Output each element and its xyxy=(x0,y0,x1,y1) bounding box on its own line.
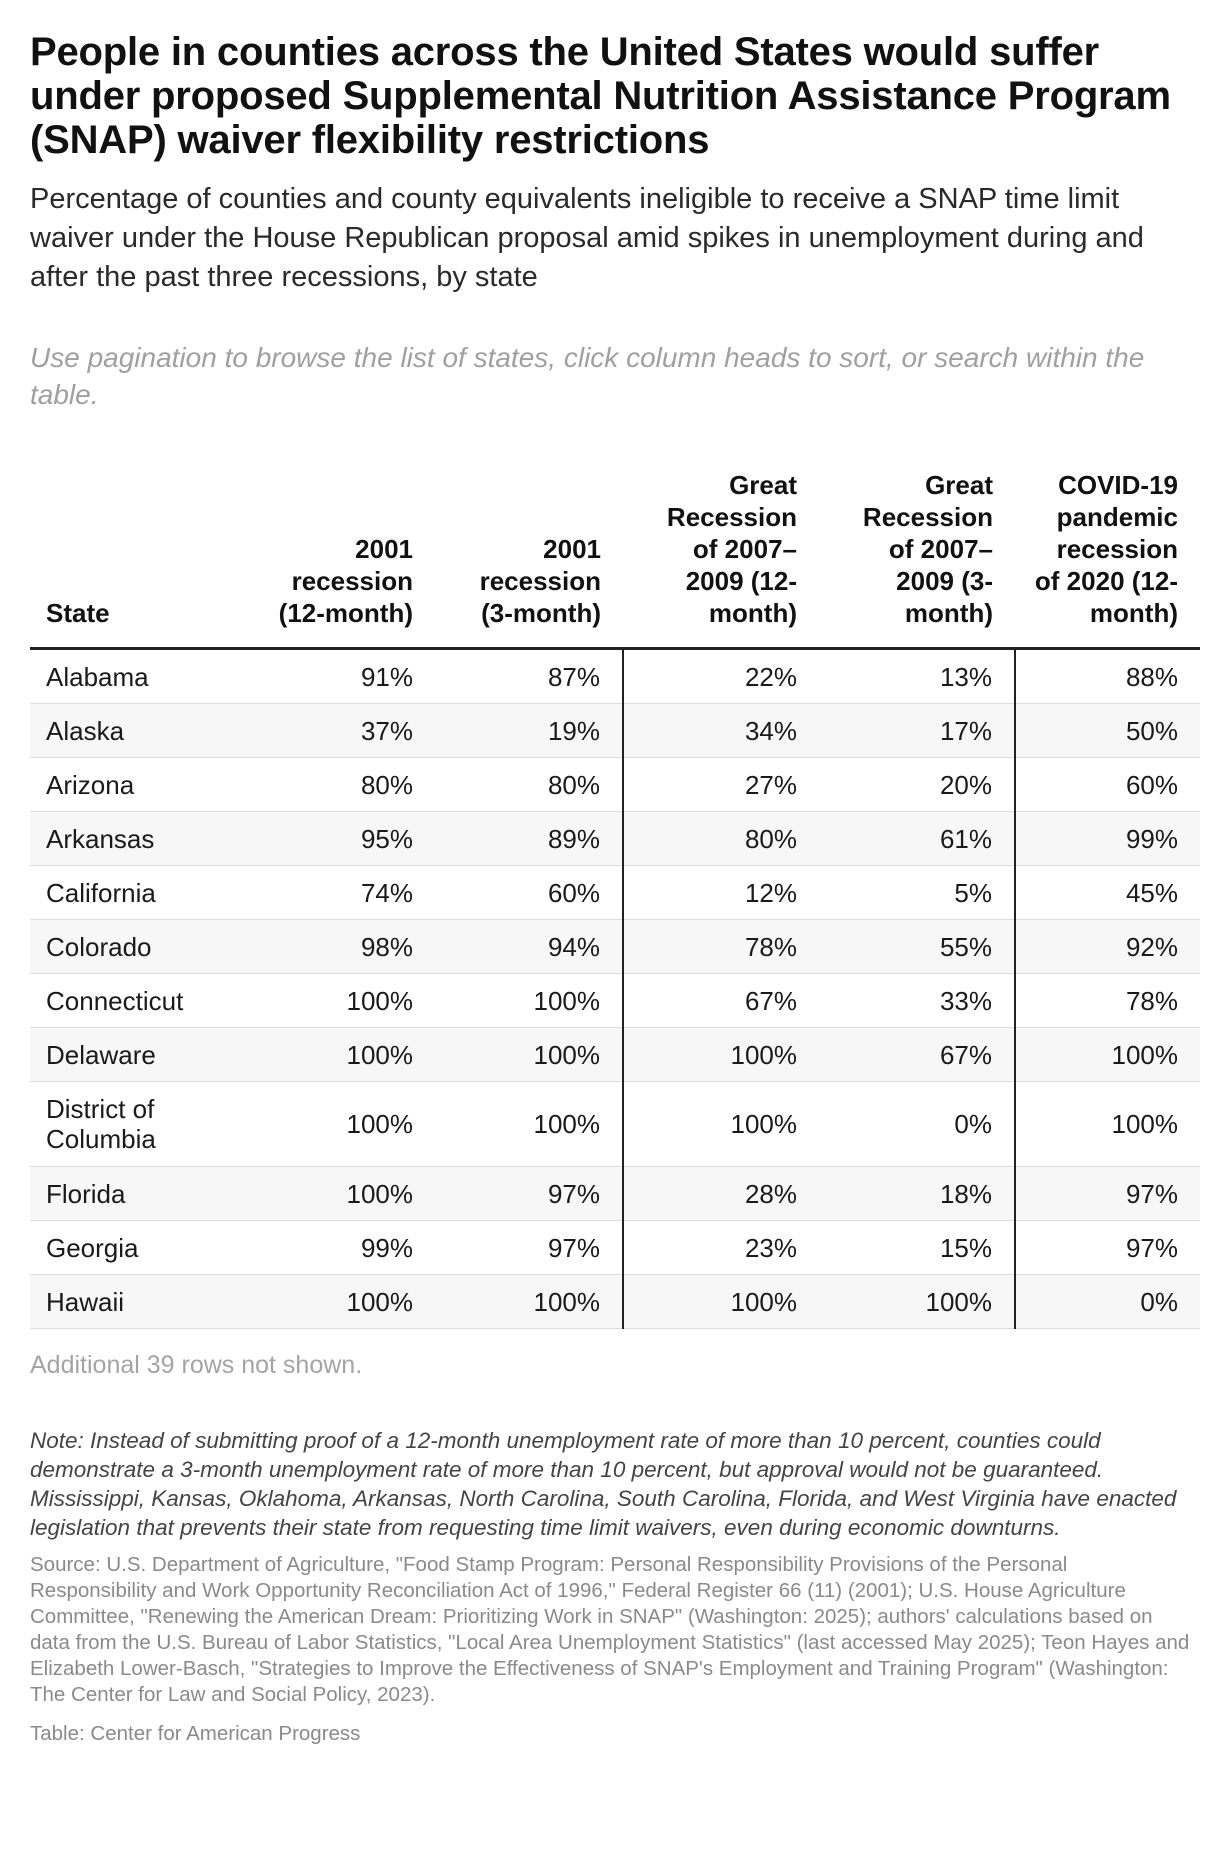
table-row xyxy=(30,1167,1200,1221)
value-great-recession-3-month: 13% xyxy=(819,649,1015,704)
state-cell: Hawaii xyxy=(30,1275,242,1329)
value-covid-12-month: 100% xyxy=(1015,1082,1200,1167)
value-great-recession-12-month: 100% xyxy=(623,1082,819,1167)
data-table xyxy=(30,469,1200,1329)
value-2001-3-month: 19% xyxy=(435,704,623,758)
value-2001-12-month: 100% xyxy=(242,1028,435,1082)
value-great-recession-12-month: 100% xyxy=(623,1028,819,1082)
column-header-great-recession-12-month[interactable]: Great Recession of 2007–2009 (12-month) xyxy=(666,470,797,628)
chart-title: People in counties across the United States would suffer under proposed Supplemental Nutrition Assistance Program (SNAP) waiver flexibility restrictions xyxy=(30,30,1171,162)
table-instructions: Use pagination to browse the list of states, click column heads to sort, or search within the table. xyxy=(30,342,1145,410)
value-2001-12-month: 100% xyxy=(242,1082,435,1167)
value-great-recession-3-month: 5% xyxy=(819,866,1015,920)
value-covid-12-month: 45% xyxy=(1015,866,1200,920)
value-2001-3-month: 97% xyxy=(435,1221,623,1275)
value-covid-12-month: 88% xyxy=(1015,649,1200,704)
table-note: Note: Instead of submitting proof of a 12-month unemployment rate of more than 10 percent, counties could demonstrate a 3-month unemployment rate of more than 10 percent, but approval would not be guaranteed. Mississippi, Kansas, Oklahoma, Arkansas, North Carolina, South Carolina, Florida, and West Virginia have enacted legislation that prevents their state from requesting time limit waivers, even during economic downturns. xyxy=(30,1428,1177,1540)
value-covid-12-month: 0% xyxy=(1015,1275,1200,1329)
table-row xyxy=(30,649,1200,704)
value-great-recession-12-month: 12% xyxy=(623,866,819,920)
value-great-recession-3-month: 0% xyxy=(819,1082,1015,1167)
value-covid-12-month: 78% xyxy=(1015,974,1200,1028)
value-2001-3-month: 100% xyxy=(435,1028,623,1082)
value-great-recession-3-month: 18% xyxy=(819,1167,1015,1221)
value-great-recession-3-month: 100% xyxy=(819,1275,1015,1329)
table-row xyxy=(30,974,1200,1028)
value-great-recession-3-month: 20% xyxy=(819,758,1015,812)
value-2001-3-month: 100% xyxy=(435,1082,623,1167)
column-header-2001-12-month[interactable]: 2001 recession (12-month) xyxy=(278,534,413,628)
table-row xyxy=(30,920,1200,974)
value-great-recession-3-month: 15% xyxy=(819,1221,1015,1275)
state-cell: Arizona xyxy=(30,758,242,812)
state-cell: California xyxy=(30,866,242,920)
value-2001-12-month: 74% xyxy=(242,866,435,920)
value-2001-3-month: 100% xyxy=(435,974,623,1028)
state-cell: Connecticut xyxy=(30,974,242,1028)
value-2001-3-month: 89% xyxy=(435,812,623,866)
state-cell: Colorado xyxy=(30,920,242,974)
value-great-recession-12-month: 27% xyxy=(623,758,819,812)
value-covid-12-month: 97% xyxy=(1015,1221,1200,1275)
state-cell: District of Columbia xyxy=(30,1082,242,1167)
column-header-2001-3-month[interactable]: 2001 recession (3-month) xyxy=(479,534,601,628)
value-covid-12-month: 60% xyxy=(1015,758,1200,812)
value-covid-12-month: 92% xyxy=(1015,920,1200,974)
value-covid-12-month: 100% xyxy=(1015,1028,1200,1082)
value-2001-3-month: 94% xyxy=(435,920,623,974)
state-cell: Alaska xyxy=(30,704,242,758)
column-header-state[interactable]: State xyxy=(46,598,110,628)
value-2001-12-month: 99% xyxy=(242,1221,435,1275)
table-row xyxy=(30,1221,1200,1275)
value-2001-12-month: 95% xyxy=(242,812,435,866)
value-2001-3-month: 80% xyxy=(435,758,623,812)
column-header-covid-12-month[interactable]: COVID-19 pandemic recession of 2020 (12-month) xyxy=(1034,470,1178,628)
value-great-recession-3-month: 33% xyxy=(819,974,1015,1028)
value-covid-12-month: 50% xyxy=(1015,704,1200,758)
table-row xyxy=(30,1028,1200,1082)
column-header-great-recession-3-month[interactable]: Great Recession of 2007–2009 (3-month) xyxy=(862,470,993,628)
value-2001-12-month: 98% xyxy=(242,920,435,974)
table-row xyxy=(30,812,1200,866)
value-2001-12-month: 100% xyxy=(242,1275,435,1329)
state-cell: Georgia xyxy=(30,1221,242,1275)
table-row xyxy=(30,1082,1200,1167)
value-2001-3-month: 97% xyxy=(435,1167,623,1221)
state-cell: Delaware xyxy=(30,1028,242,1082)
value-2001-3-month: 87% xyxy=(435,649,623,704)
value-great-recession-3-month: 67% xyxy=(819,1028,1015,1082)
chart-subtitle: Percentage of counties and county equivalents ineligible to receive a SNAP time limit waiver under the House Republican proposal amid spikes in unemployment during and after the past three recessions, by state xyxy=(30,183,1144,293)
table-credit: Table: Center for American Progress xyxy=(30,1722,361,1745)
value-great-recession-12-month: 22% xyxy=(623,649,819,704)
value-2001-12-month: 37% xyxy=(242,704,435,758)
value-2001-3-month: 100% xyxy=(435,1275,623,1329)
table-source: Source: U.S. Department of Agriculture, "Food Stamp Program: Personal Responsibility Provisions of the Personal Responsibility and Work Opportunity Reconciliation Act of 1996," Federal Register 66 (11) (2001); U.S. House Agriculture Committee, "Renewing the American Dream: Prioritizing Work in SNAP" (Washington: 2025); authors' calculations based on data from the U.S. Bureau of Labor Statistics, "Local Area Unemployment Statistics" (last accessed May 2025); Teon Hayes and Elizabeth Lower-Basch, "Strategies to Improve the Effectiveness of SNAP's Employment and Training Program" (Washington: The Center for Law and Social Policy, 2023). xyxy=(30,1553,1190,1706)
table-row xyxy=(30,866,1200,920)
value-great-recession-12-month: 28% xyxy=(623,1167,819,1221)
value-great-recession-12-month: 80% xyxy=(623,812,819,866)
value-2001-12-month: 91% xyxy=(242,649,435,704)
value-2001-3-month: 60% xyxy=(435,866,623,920)
value-covid-12-month: 97% xyxy=(1015,1167,1200,1221)
table-row xyxy=(30,758,1200,812)
value-great-recession-12-month: 67% xyxy=(623,974,819,1028)
value-great-recession-3-month: 61% xyxy=(819,812,1015,866)
value-2001-12-month: 100% xyxy=(242,974,435,1028)
state-cell: Alabama xyxy=(30,649,242,704)
table-row xyxy=(30,704,1200,758)
value-2001-12-month: 100% xyxy=(242,1167,435,1221)
table-body xyxy=(30,649,1200,1329)
value-2001-12-month: 80% xyxy=(242,758,435,812)
value-great-recession-3-month: 17% xyxy=(819,704,1015,758)
value-great-recession-12-month: 100% xyxy=(623,1275,819,1329)
rows-not-shown-note: Additional 39 rows not shown. xyxy=(30,1351,363,1379)
value-great-recession-12-month: 78% xyxy=(623,920,819,974)
state-cell: Arkansas xyxy=(30,812,242,866)
value-great-recession-12-month: 23% xyxy=(623,1221,819,1275)
table-header-row xyxy=(30,469,1200,649)
value-covid-12-month: 99% xyxy=(1015,812,1200,866)
value-great-recession-3-month: 55% xyxy=(819,920,1015,974)
value-great-recession-12-month: 34% xyxy=(623,704,819,758)
table-row xyxy=(30,1275,1200,1329)
state-cell: Florida xyxy=(30,1167,242,1221)
